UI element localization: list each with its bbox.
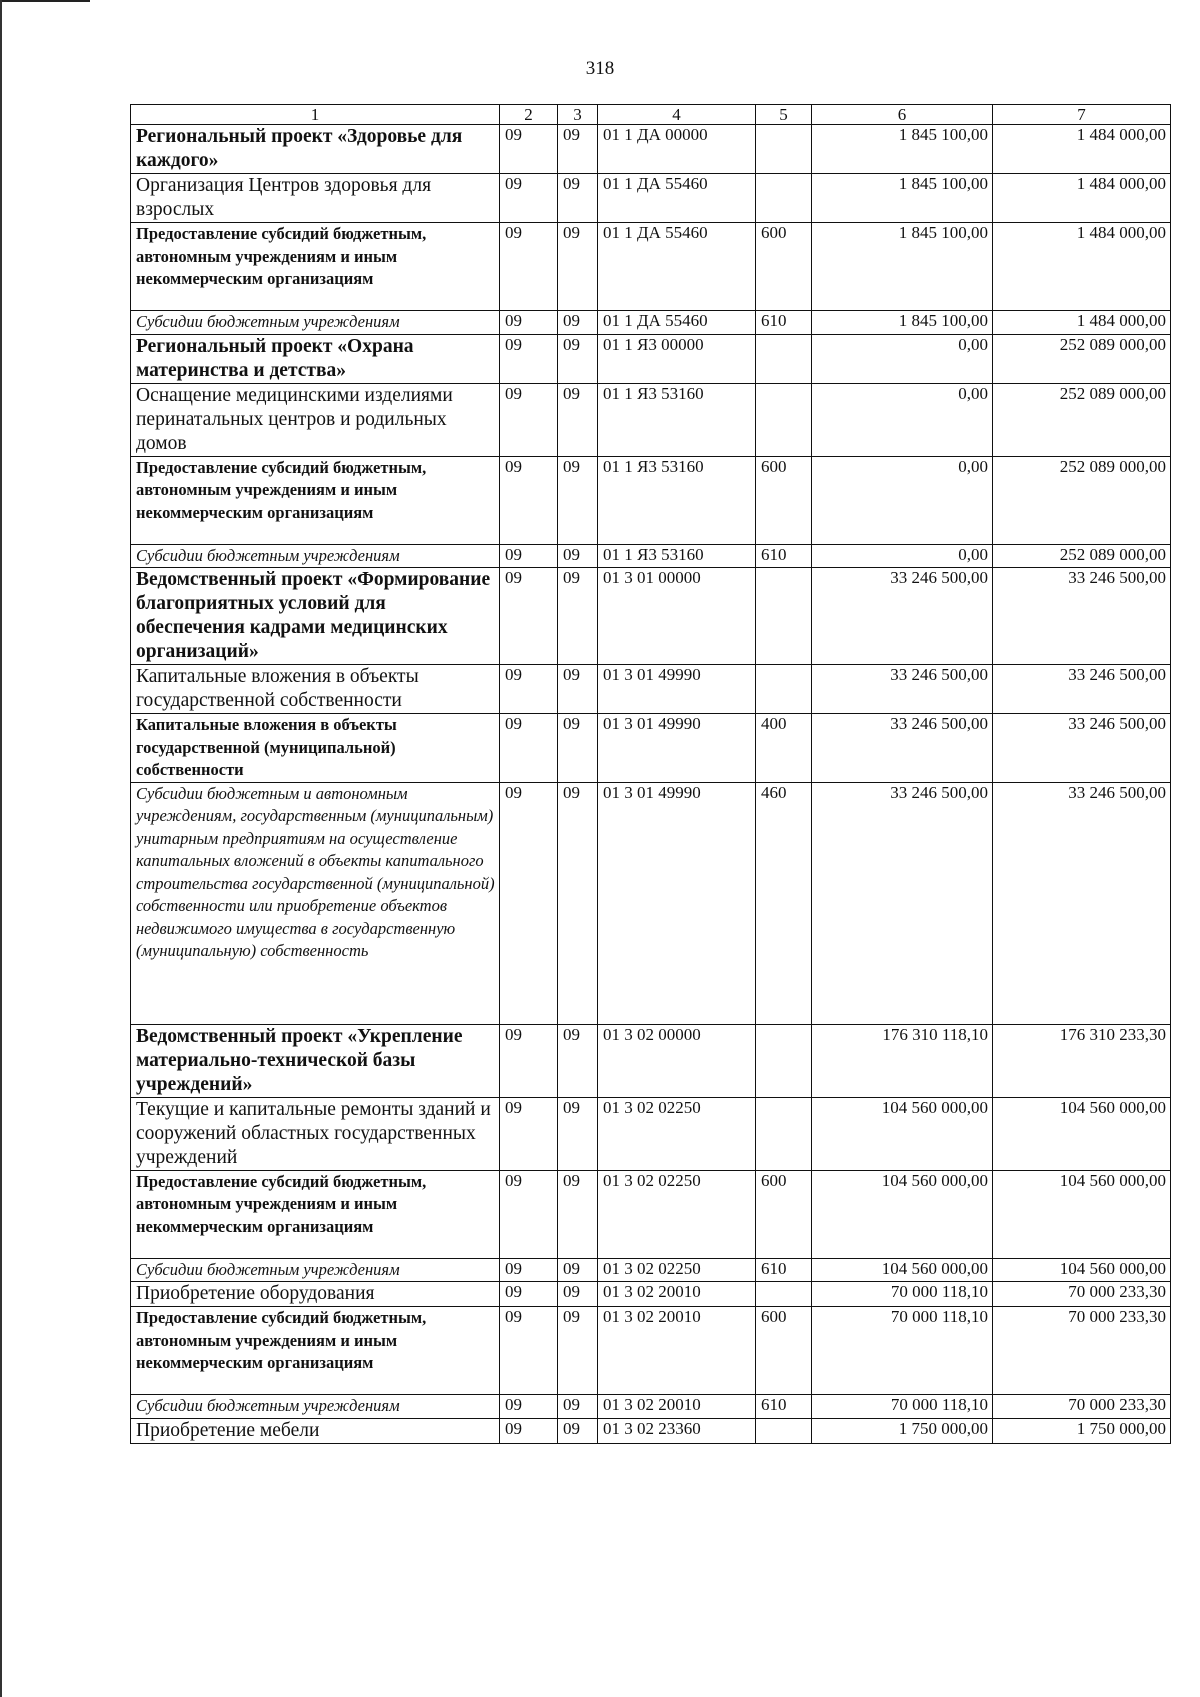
table-row bbox=[131, 1258, 1171, 1282]
row-section-code: 09 bbox=[500, 456, 558, 544]
row-expense-type: 610 bbox=[756, 1258, 812, 1282]
row-amount-2: 252 089 000,00 bbox=[993, 334, 1171, 383]
row-target-code: 01 1 Я3 00000 bbox=[598, 334, 756, 383]
row-amount-1: 104 560 000,00 bbox=[812, 1170, 993, 1258]
row-name: Текущие и капитальные ремонты зданий и сооружений областных государственных учреждений bbox=[131, 1097, 500, 1170]
row-amount-2: 1 484 000,00 bbox=[993, 125, 1171, 174]
row-section-code: 09 bbox=[500, 174, 558, 223]
row-target-code: 01 1 Я3 53160 bbox=[598, 456, 756, 544]
table-row bbox=[131, 223, 1171, 311]
row-target-code: 01 3 01 49990 bbox=[598, 782, 756, 1024]
row-expense-type bbox=[756, 665, 812, 714]
row-subsection-code: 09 bbox=[558, 311, 598, 335]
row-subsection-code: 09 bbox=[558, 568, 598, 665]
row-section-code: 09 bbox=[500, 383, 558, 456]
row-amount-1: 1 750 000,00 bbox=[812, 1418, 993, 1443]
row-subsection-code: 09 bbox=[558, 383, 598, 456]
row-target-code: 01 3 01 00000 bbox=[598, 568, 756, 665]
row-subsection-code: 09 bbox=[558, 1170, 598, 1258]
budget-table-body bbox=[131, 105, 1171, 1444]
column-header: 6 bbox=[812, 105, 993, 125]
row-amount-1: 104 560 000,00 bbox=[812, 1097, 993, 1170]
row-amount-1: 0,00 bbox=[812, 544, 993, 568]
table-row bbox=[131, 125, 1171, 174]
row-name: Предоставление субсидий бюджетным, автономным учреждениям и иным некоммерческим организациям bbox=[131, 456, 500, 544]
row-name: Приобретение мебели bbox=[131, 1418, 500, 1443]
row-expense-type bbox=[756, 334, 812, 383]
row-target-code: 01 1 Я3 53160 bbox=[598, 544, 756, 568]
table-row bbox=[131, 1418, 1171, 1443]
table-row bbox=[131, 665, 1171, 714]
column-header: 2 bbox=[500, 105, 558, 125]
row-amount-1: 104 560 000,00 bbox=[812, 1258, 993, 1282]
row-expense-type: 610 bbox=[756, 544, 812, 568]
row-amount-2: 33 246 500,00 bbox=[993, 714, 1171, 783]
row-target-code: 01 3 02 20010 bbox=[598, 1307, 756, 1395]
row-section-code: 09 bbox=[500, 311, 558, 335]
row-amount-1: 33 246 500,00 bbox=[812, 714, 993, 783]
scan-edge-top bbox=[0, 0, 90, 2]
row-subsection-code: 09 bbox=[558, 714, 598, 783]
table-row bbox=[131, 714, 1171, 783]
row-subsection-code: 09 bbox=[558, 456, 598, 544]
budget-table bbox=[130, 104, 1171, 1444]
row-amount-1: 70 000 118,10 bbox=[812, 1282, 993, 1307]
row-expense-type: 610 bbox=[756, 1395, 812, 1419]
row-subsection-code: 09 bbox=[558, 1395, 598, 1419]
row-amount-1: 70 000 118,10 bbox=[812, 1395, 993, 1419]
row-subsection-code: 09 bbox=[558, 1258, 598, 1282]
row-amount-1: 0,00 bbox=[812, 334, 993, 383]
row-section-code: 09 bbox=[500, 665, 558, 714]
row-section-code: 09 bbox=[500, 1170, 558, 1258]
row-name: Субсидии бюджетным учреждениям bbox=[131, 1395, 500, 1419]
row-amount-1: 0,00 bbox=[812, 456, 993, 544]
row-target-code: 01 3 02 02250 bbox=[598, 1097, 756, 1170]
row-amount-2: 104 560 000,00 bbox=[993, 1170, 1171, 1258]
row-section-code: 09 bbox=[500, 568, 558, 665]
row-amount-2: 33 246 500,00 bbox=[993, 782, 1171, 1024]
row-expense-type: 610 bbox=[756, 311, 812, 335]
table-row bbox=[131, 334, 1171, 383]
row-expense-type bbox=[756, 174, 812, 223]
row-target-code: 01 3 02 20010 bbox=[598, 1282, 756, 1307]
column-header: 1 bbox=[131, 105, 500, 125]
row-amount-1: 70 000 118,10 bbox=[812, 1307, 993, 1395]
table-row bbox=[131, 782, 1171, 1024]
row-expense-type: 600 bbox=[756, 456, 812, 544]
row-subsection-code: 09 bbox=[558, 1097, 598, 1170]
row-expense-type: 600 bbox=[756, 1170, 812, 1258]
row-expense-type bbox=[756, 568, 812, 665]
row-amount-2: 33 246 500,00 bbox=[993, 665, 1171, 714]
row-target-code: 01 1 ДА 55460 bbox=[598, 311, 756, 335]
row-expense-type bbox=[756, 125, 812, 174]
row-subsection-code: 09 bbox=[558, 782, 598, 1024]
row-target-code: 01 1 ДА 00000 bbox=[598, 125, 756, 174]
row-target-code: 01 3 02 20010 bbox=[598, 1395, 756, 1419]
row-amount-2: 70 000 233,30 bbox=[993, 1395, 1171, 1419]
row-amount-2: 70 000 233,30 bbox=[993, 1307, 1171, 1395]
table-row bbox=[131, 456, 1171, 544]
row-section-code: 09 bbox=[500, 714, 558, 783]
row-amount-2: 176 310 233,30 bbox=[993, 1024, 1171, 1097]
row-subsection-code: 09 bbox=[558, 125, 598, 174]
row-amount-2: 104 560 000,00 bbox=[993, 1258, 1171, 1282]
row-subsection-code: 09 bbox=[558, 334, 598, 383]
row-name: Региональный проект «Охрана материнства и детства» bbox=[131, 334, 500, 383]
row-name: Предоставление субсидий бюджетным, автономным учреждениям и иным некоммерческим организациям bbox=[131, 223, 500, 311]
row-section-code: 09 bbox=[500, 125, 558, 174]
row-amount-2: 252 089 000,00 bbox=[993, 383, 1171, 456]
row-section-code: 09 bbox=[500, 544, 558, 568]
row-target-code: 01 1 Я3 53160 bbox=[598, 383, 756, 456]
row-amount-1: 176 310 118,10 bbox=[812, 1024, 993, 1097]
row-target-code: 01 3 01 49990 bbox=[598, 714, 756, 783]
row-target-code: 01 3 01 49990 bbox=[598, 665, 756, 714]
row-expense-type: 600 bbox=[756, 223, 812, 311]
table-row bbox=[131, 1170, 1171, 1258]
row-amount-2: 252 089 000,00 bbox=[993, 544, 1171, 568]
row-target-code: 01 1 ДА 55460 bbox=[598, 174, 756, 223]
row-target-code: 01 3 02 02250 bbox=[598, 1170, 756, 1258]
row-target-code: 01 3 02 02250 bbox=[598, 1258, 756, 1282]
row-expense-type: 460 bbox=[756, 782, 812, 1024]
row-amount-2: 104 560 000,00 bbox=[993, 1097, 1171, 1170]
column-header: 5 bbox=[756, 105, 812, 125]
row-target-code: 01 3 02 00000 bbox=[598, 1024, 756, 1097]
row-name: Субсидии бюджетным учреждениям bbox=[131, 311, 500, 335]
row-subsection-code: 09 bbox=[558, 1418, 598, 1443]
table-row bbox=[131, 1282, 1171, 1307]
row-amount-2: 1 750 000,00 bbox=[993, 1418, 1171, 1443]
row-section-code: 09 bbox=[500, 1307, 558, 1395]
row-section-code: 09 bbox=[500, 782, 558, 1024]
row-expense-type: 600 bbox=[756, 1307, 812, 1395]
row-name: Ведомственный проект «Формирование благоприятных условий для обеспечения кадрами медицинских организаций» bbox=[131, 568, 500, 665]
row-expense-type bbox=[756, 1418, 812, 1443]
row-section-code: 09 bbox=[500, 1258, 558, 1282]
row-name: Капитальные вложения в объекты государственной (муниципальной) собственности bbox=[131, 714, 500, 783]
row-name: Субсидии бюджетным и автономным учреждениям, государственным (муниципальным) унитарным предприятиям на осуществление капитальных вложений в объекты капитального строительства государственной (муниципальной) собственности или приобретение объектов недвижимого имущества в государственную (муниципальную) собственность bbox=[131, 782, 500, 1024]
row-name: Приобретение оборудования bbox=[131, 1282, 500, 1307]
row-name: Субсидии бюджетным учреждениям bbox=[131, 1258, 500, 1282]
column-header: 3 bbox=[558, 105, 598, 125]
row-name: Региональный проект «Здоровье для каждого» bbox=[131, 125, 500, 174]
row-name: Организация Центров здоровья для взрослых bbox=[131, 174, 500, 223]
table-row bbox=[131, 1307, 1171, 1395]
page-number: 318 bbox=[585, 58, 615, 79]
row-amount-1: 1 845 100,00 bbox=[812, 125, 993, 174]
row-amount-1: 33 246 500,00 bbox=[812, 782, 993, 1024]
row-amount-1: 1 845 100,00 bbox=[812, 223, 993, 311]
table-row bbox=[131, 544, 1171, 568]
row-amount-1: 0,00 bbox=[812, 383, 993, 456]
table-row bbox=[131, 568, 1171, 665]
row-section-code: 09 bbox=[500, 223, 558, 311]
row-subsection-code: 09 bbox=[558, 1282, 598, 1307]
row-amount-1: 1 845 100,00 bbox=[812, 174, 993, 223]
scan-edge-left bbox=[0, 0, 2, 1697]
row-name: Капитальные вложения в объекты государственной собственности bbox=[131, 665, 500, 714]
row-name: Субсидии бюджетным учреждениям bbox=[131, 544, 500, 568]
row-section-code: 09 bbox=[500, 1097, 558, 1170]
row-amount-2: 1 484 000,00 bbox=[993, 174, 1171, 223]
row-subsection-code: 09 bbox=[558, 223, 598, 311]
row-name: Оснащение медицинскими изделиями перинатальных центров и родильных домов bbox=[131, 383, 500, 456]
row-amount-1: 1 845 100,00 bbox=[812, 311, 993, 335]
row-name: Предоставление субсидий бюджетным, автономным учреждениям и иным некоммерческим организациям bbox=[131, 1307, 500, 1395]
row-subsection-code: 09 bbox=[558, 1024, 598, 1097]
row-subsection-code: 09 bbox=[558, 1307, 598, 1395]
table-header-row bbox=[131, 105, 1171, 125]
table-row bbox=[131, 174, 1171, 223]
table-row bbox=[131, 1097, 1171, 1170]
row-section-code: 09 bbox=[500, 1418, 558, 1443]
row-amount-2: 1 484 000,00 bbox=[993, 311, 1171, 335]
row-amount-2: 252 089 000,00 bbox=[993, 456, 1171, 544]
row-expense-type bbox=[756, 1024, 812, 1097]
row-section-code: 09 bbox=[500, 1024, 558, 1097]
table-row bbox=[131, 311, 1171, 335]
row-amount-1: 33 246 500,00 bbox=[812, 568, 993, 665]
row-target-code: 01 3 02 23360 bbox=[598, 1418, 756, 1443]
row-section-code: 09 bbox=[500, 1395, 558, 1419]
row-subsection-code: 09 bbox=[558, 544, 598, 568]
row-subsection-code: 09 bbox=[558, 665, 598, 714]
table-row bbox=[131, 383, 1171, 456]
row-section-code: 09 bbox=[500, 1282, 558, 1307]
row-section-code: 09 bbox=[500, 334, 558, 383]
row-expense-type bbox=[756, 383, 812, 456]
row-amount-2: 1 484 000,00 bbox=[993, 223, 1171, 311]
row-amount-2: 70 000 233,30 bbox=[993, 1282, 1171, 1307]
row-subsection-code: 09 bbox=[558, 174, 598, 223]
row-amount-1: 33 246 500,00 bbox=[812, 665, 993, 714]
row-expense-type bbox=[756, 1282, 812, 1307]
row-name: Ведомственный проект «Укрепление материально-технической базы учреждений» bbox=[131, 1024, 500, 1097]
table-row bbox=[131, 1395, 1171, 1419]
row-amount-2: 33 246 500,00 bbox=[993, 568, 1171, 665]
row-target-code: 01 1 ДА 55460 bbox=[598, 223, 756, 311]
table-row bbox=[131, 1024, 1171, 1097]
row-name: Предоставление субсидий бюджетным, автономным учреждениям и иным некоммерческим организациям bbox=[131, 1170, 500, 1258]
row-expense-type bbox=[756, 1097, 812, 1170]
column-header: 7 bbox=[993, 105, 1171, 125]
column-header: 4 bbox=[598, 105, 756, 125]
row-expense-type: 400 bbox=[756, 714, 812, 783]
